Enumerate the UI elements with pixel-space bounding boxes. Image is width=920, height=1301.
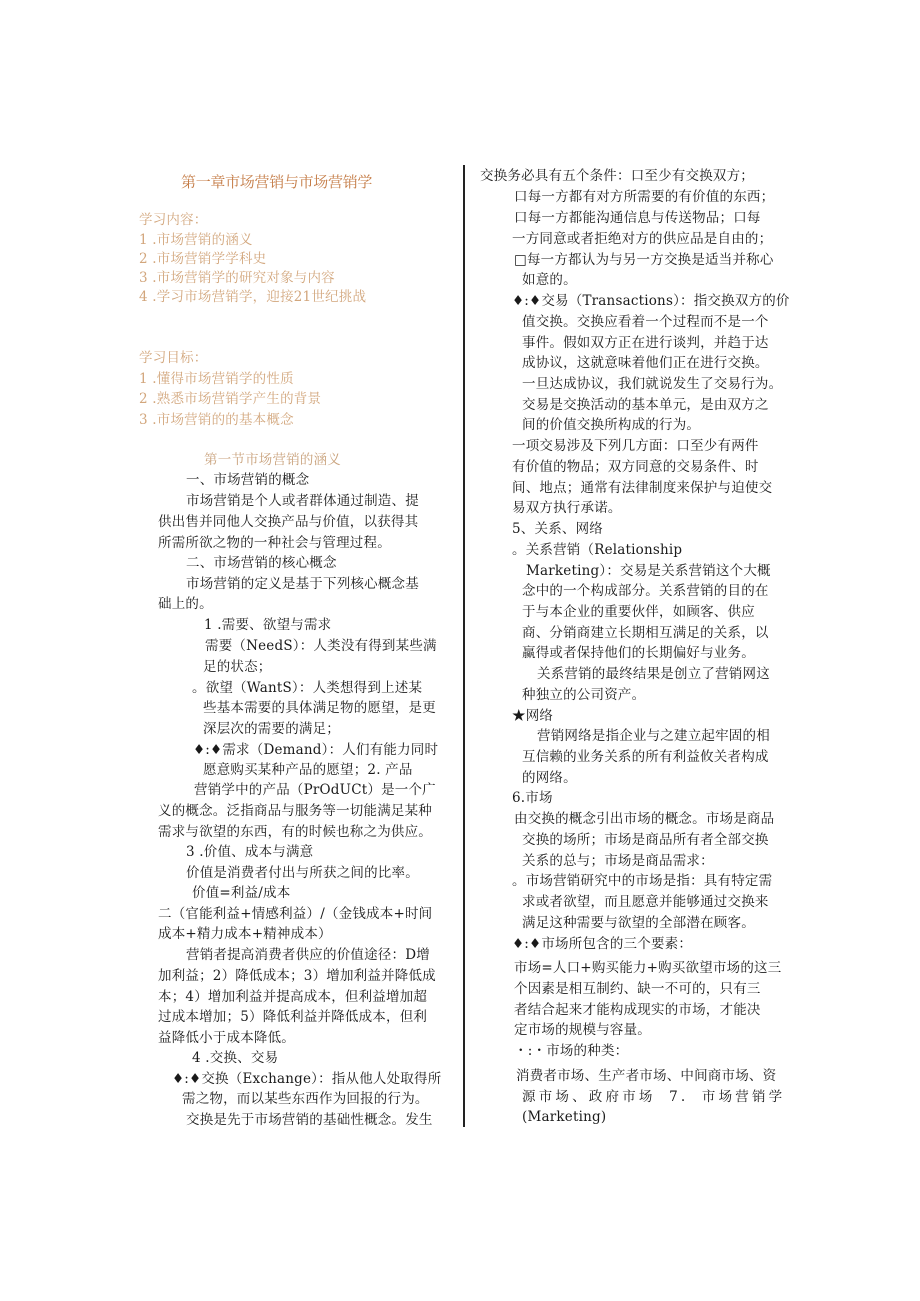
learning-content-item: 3 .市场营销学的研究对象与内容 bbox=[139, 270, 335, 286]
paragraph-line: 营销者提高消费者供应的价值途径：D增 bbox=[186, 947, 430, 963]
heading-core-concept: 二、市场营销的核心概念 bbox=[186, 555, 337, 571]
paragraph-line: 关系营销的最终结果是创立了营销网这 bbox=[537, 666, 770, 682]
paragraph-line: Marketing）：交易是关系营销这个大概 bbox=[526, 563, 771, 579]
paragraph-line: 易双方执行承诺。 bbox=[512, 500, 622, 516]
paragraph-line: 一方同意或者拒绝对方的供应品是自由的； bbox=[512, 231, 773, 247]
subheading-exchange: 4 .交换、交易 bbox=[192, 1050, 279, 1066]
subheading-network: ★网络 bbox=[512, 708, 554, 724]
paragraph-line: □每一方都认为与另一方交换是适当并称心 bbox=[514, 252, 774, 268]
learning-goal-item: 3 .市场营销的的基本概念 bbox=[139, 412, 294, 428]
paragraph-line: 愿意购买某种产品的愿望；2. 产品 bbox=[203, 762, 413, 778]
paragraph-line: ♦:♦交易（Transactions）：指交换双方的价 bbox=[512, 293, 790, 309]
paragraph-line: 些基本需要的具体满足物的愿望，是更 bbox=[203, 700, 436, 716]
paragraph-line: 口每一方都有对方所需要的有价值的东西； bbox=[514, 189, 775, 205]
subheading-value: 3 .价值、成本与满意 bbox=[186, 844, 314, 860]
paragraph-line: ♦:♦交换（Exchange）：指从他人处取得所 bbox=[172, 1071, 442, 1087]
paragraph-line: 于与本企业的重要伙伴，如顾客、供应 bbox=[522, 604, 755, 620]
paragraph-line: 念中的一个构成部分。关系营销的目的在 bbox=[522, 583, 769, 599]
learning-content-item: 2 .市场营销学学科史 bbox=[139, 251, 267, 267]
paragraph-line: 本；4）增加利益并提高成本，但利益增加超 bbox=[158, 989, 428, 1005]
formula-line: 二（官能利益+情感利益）/（金钱成本+时间 bbox=[158, 906, 433, 922]
paragraph-line: 义的概念。泛指商品与服务等一切能满足某种 bbox=[158, 803, 432, 819]
learning-goal-item: 2 .熟悉市场营销学产生的背景 bbox=[139, 391, 322, 407]
paragraph-line: 益降低小于成本降低。 bbox=[158, 1030, 295, 1046]
paragraph-line: 交换务必具有五个条件：口至少有交换双方； bbox=[480, 168, 754, 184]
paragraph-line: 成协议，这就意味着他们正在进行交换。 bbox=[522, 355, 769, 371]
paragraph-line: 过成本增加；5）降低利益并降低成本，但利 bbox=[158, 1009, 428, 1025]
paragraph-line: 定市场的规模与容量。 bbox=[514, 1022, 651, 1038]
chapter-title: 第一章市场营销与市场营销学 bbox=[181, 173, 373, 191]
paragraph-line: 供出售并同他人交换产品与价值，以获得其 bbox=[158, 514, 419, 530]
paragraph-line: 互信赖的业务关系的所有利益攸关者构成 bbox=[522, 749, 769, 765]
paragraph-line: 市场=人口+购买能力+购买欲望市场的这三 bbox=[514, 960, 782, 976]
paragraph-line: 消费者市场、生产者市场、中间商市场、资 bbox=[516, 1068, 777, 1084]
paragraph-line: 交易是交换活动的基本单元，是由双方之 bbox=[522, 397, 769, 413]
paragraph-line: 种独立的公司资产。 bbox=[522, 687, 646, 703]
paragraph-line: 交换是先于市场营销的基础性概念。发生 bbox=[186, 1112, 433, 1128]
paragraph-line: 需之物，而以某些东西作为回报的行为。 bbox=[182, 1091, 429, 1107]
paragraph-line: 深层次的需要的满足； bbox=[203, 721, 340, 737]
paragraph-line: 赢得或者保持他们的长期偏好与业务。 bbox=[522, 645, 755, 661]
learning-content-item: 4 .学习市场营销学，迎接21世纪挑战 bbox=[139, 289, 367, 305]
heading-concept: 一、市场营销的概念 bbox=[186, 472, 310, 488]
paragraph-line: 源市场、政府市场 7. 市场营销学 bbox=[522, 1089, 786, 1105]
paragraph-line: 有价值的物品；双方同意的交易条件、时 bbox=[512, 459, 759, 475]
learning-goals-heading: 学习目标： bbox=[139, 350, 208, 366]
paragraph-line: 。欲望（WantS）：人类想得到上述某 bbox=[192, 680, 423, 696]
paragraph-line: 由交换的概念引出市场的概念。市场是商品 bbox=[514, 811, 775, 827]
paragraph-line: 加利益；2）降低成本；3）增加利益并降低成 bbox=[158, 968, 436, 984]
paragraph-line: 础上的。 bbox=[158, 596, 213, 612]
paragraph-line: 营销学中的产品（PrOdUCt）是一个广 bbox=[194, 782, 436, 798]
paragraph-line: 事件。假如双方正在进行谈判，并趋于达 bbox=[522, 335, 769, 351]
paragraph-line: 求或者欲望，而且愿意并能够通过交换来 bbox=[522, 894, 769, 910]
section-title: 第一节市场营销的涵义 bbox=[204, 452, 341, 468]
paragraph-line: 间的价值交换所构成的行为。 bbox=[522, 417, 701, 433]
paragraph-line: 值交换。交换应看着一个过程而不是一个 bbox=[522, 314, 769, 330]
paragraph-line: ♦:♦市场所包含的三个要素： bbox=[512, 936, 693, 952]
paragraph-line: 商、分销商建立长期相互满足的关系，以 bbox=[522, 625, 769, 641]
paragraph-line: 市场营销是个人或者群体通过制造、提 bbox=[186, 493, 419, 509]
paragraph-line: 一旦达成协议，我们就说发生了交易行为。 bbox=[522, 376, 783, 392]
formula-line: 价值=利益/成本 bbox=[192, 885, 291, 901]
paragraph-line: 交换的场所；市场是商品所有者全部交换 bbox=[522, 832, 769, 848]
paragraph-line: 需求与欲望的东西，有的时候也称之为供应。 bbox=[158, 824, 432, 840]
paragraph-line: 价值是消费者付出与所获之间的比率。 bbox=[186, 865, 419, 881]
learning-content-item: 1 .市场营销的涵义 bbox=[139, 232, 253, 248]
learning-goal-item: 1 .懂得市场营销学的性质 bbox=[139, 371, 294, 387]
paragraph-line: 者结合起来才能构成现实的市场，才能决 bbox=[514, 1002, 761, 1018]
paragraph-line: 足的状态； bbox=[203, 659, 272, 675]
learning-content-heading: 学习内容： bbox=[139, 212, 208, 228]
paragraph-line: 所需所欲之物的一种社会与管理过程。 bbox=[158, 535, 391, 551]
formula-line: 成本+精力成本+精神成本） bbox=[158, 926, 332, 942]
paragraph-line: 个因素是相互制约、缺一不可的，只有三 bbox=[514, 981, 761, 997]
paragraph-line: 。市场营销研究中的市场是指：具有特定需 bbox=[512, 873, 773, 889]
paragraph-line: 关系的总与；市场是商品需求： bbox=[522, 853, 714, 869]
subheading-market: 6.市场 bbox=[512, 790, 553, 806]
paragraph-line: 如意的。 bbox=[522, 272, 577, 288]
paragraph-line: 间、地点；通常有法律制度来保护与迫使交 bbox=[512, 480, 773, 496]
subheading-relationship: 5、关系、网络 bbox=[512, 521, 603, 537]
paragraph-line: ♦:♦需求（Demand）：人们有能力同时 bbox=[193, 742, 439, 758]
paragraph-line: 营销网络是指企业与之建立起牢固的相 bbox=[537, 728, 770, 744]
paragraph-line: 的网络。 bbox=[522, 770, 577, 786]
paragraph-line: 一项交易涉及下列几方面：口至少有两件 bbox=[512, 438, 759, 454]
column-divider bbox=[463, 165, 465, 1127]
paragraph-line: 。关系营销（Relationship bbox=[512, 542, 683, 558]
paragraph-line: 市场营销的定义是基于下列核心概念基 bbox=[186, 576, 419, 592]
paragraph-line: 口每一方都能沟通信息与传送物品；口每 bbox=[514, 210, 761, 226]
paragraph-line: 满足这种需要与欲望的全部潜在顾客。 bbox=[522, 915, 755, 931]
subheading-needs: 1 .需要、欲望与需求 bbox=[204, 617, 332, 633]
paragraph-line: ・:・市场的种类： bbox=[514, 1043, 629, 1059]
paragraph-line: 需要（NeedS）：人类没有得到某些满 bbox=[205, 638, 437, 654]
paragraph-line: (Marketing) bbox=[522, 1109, 607, 1125]
